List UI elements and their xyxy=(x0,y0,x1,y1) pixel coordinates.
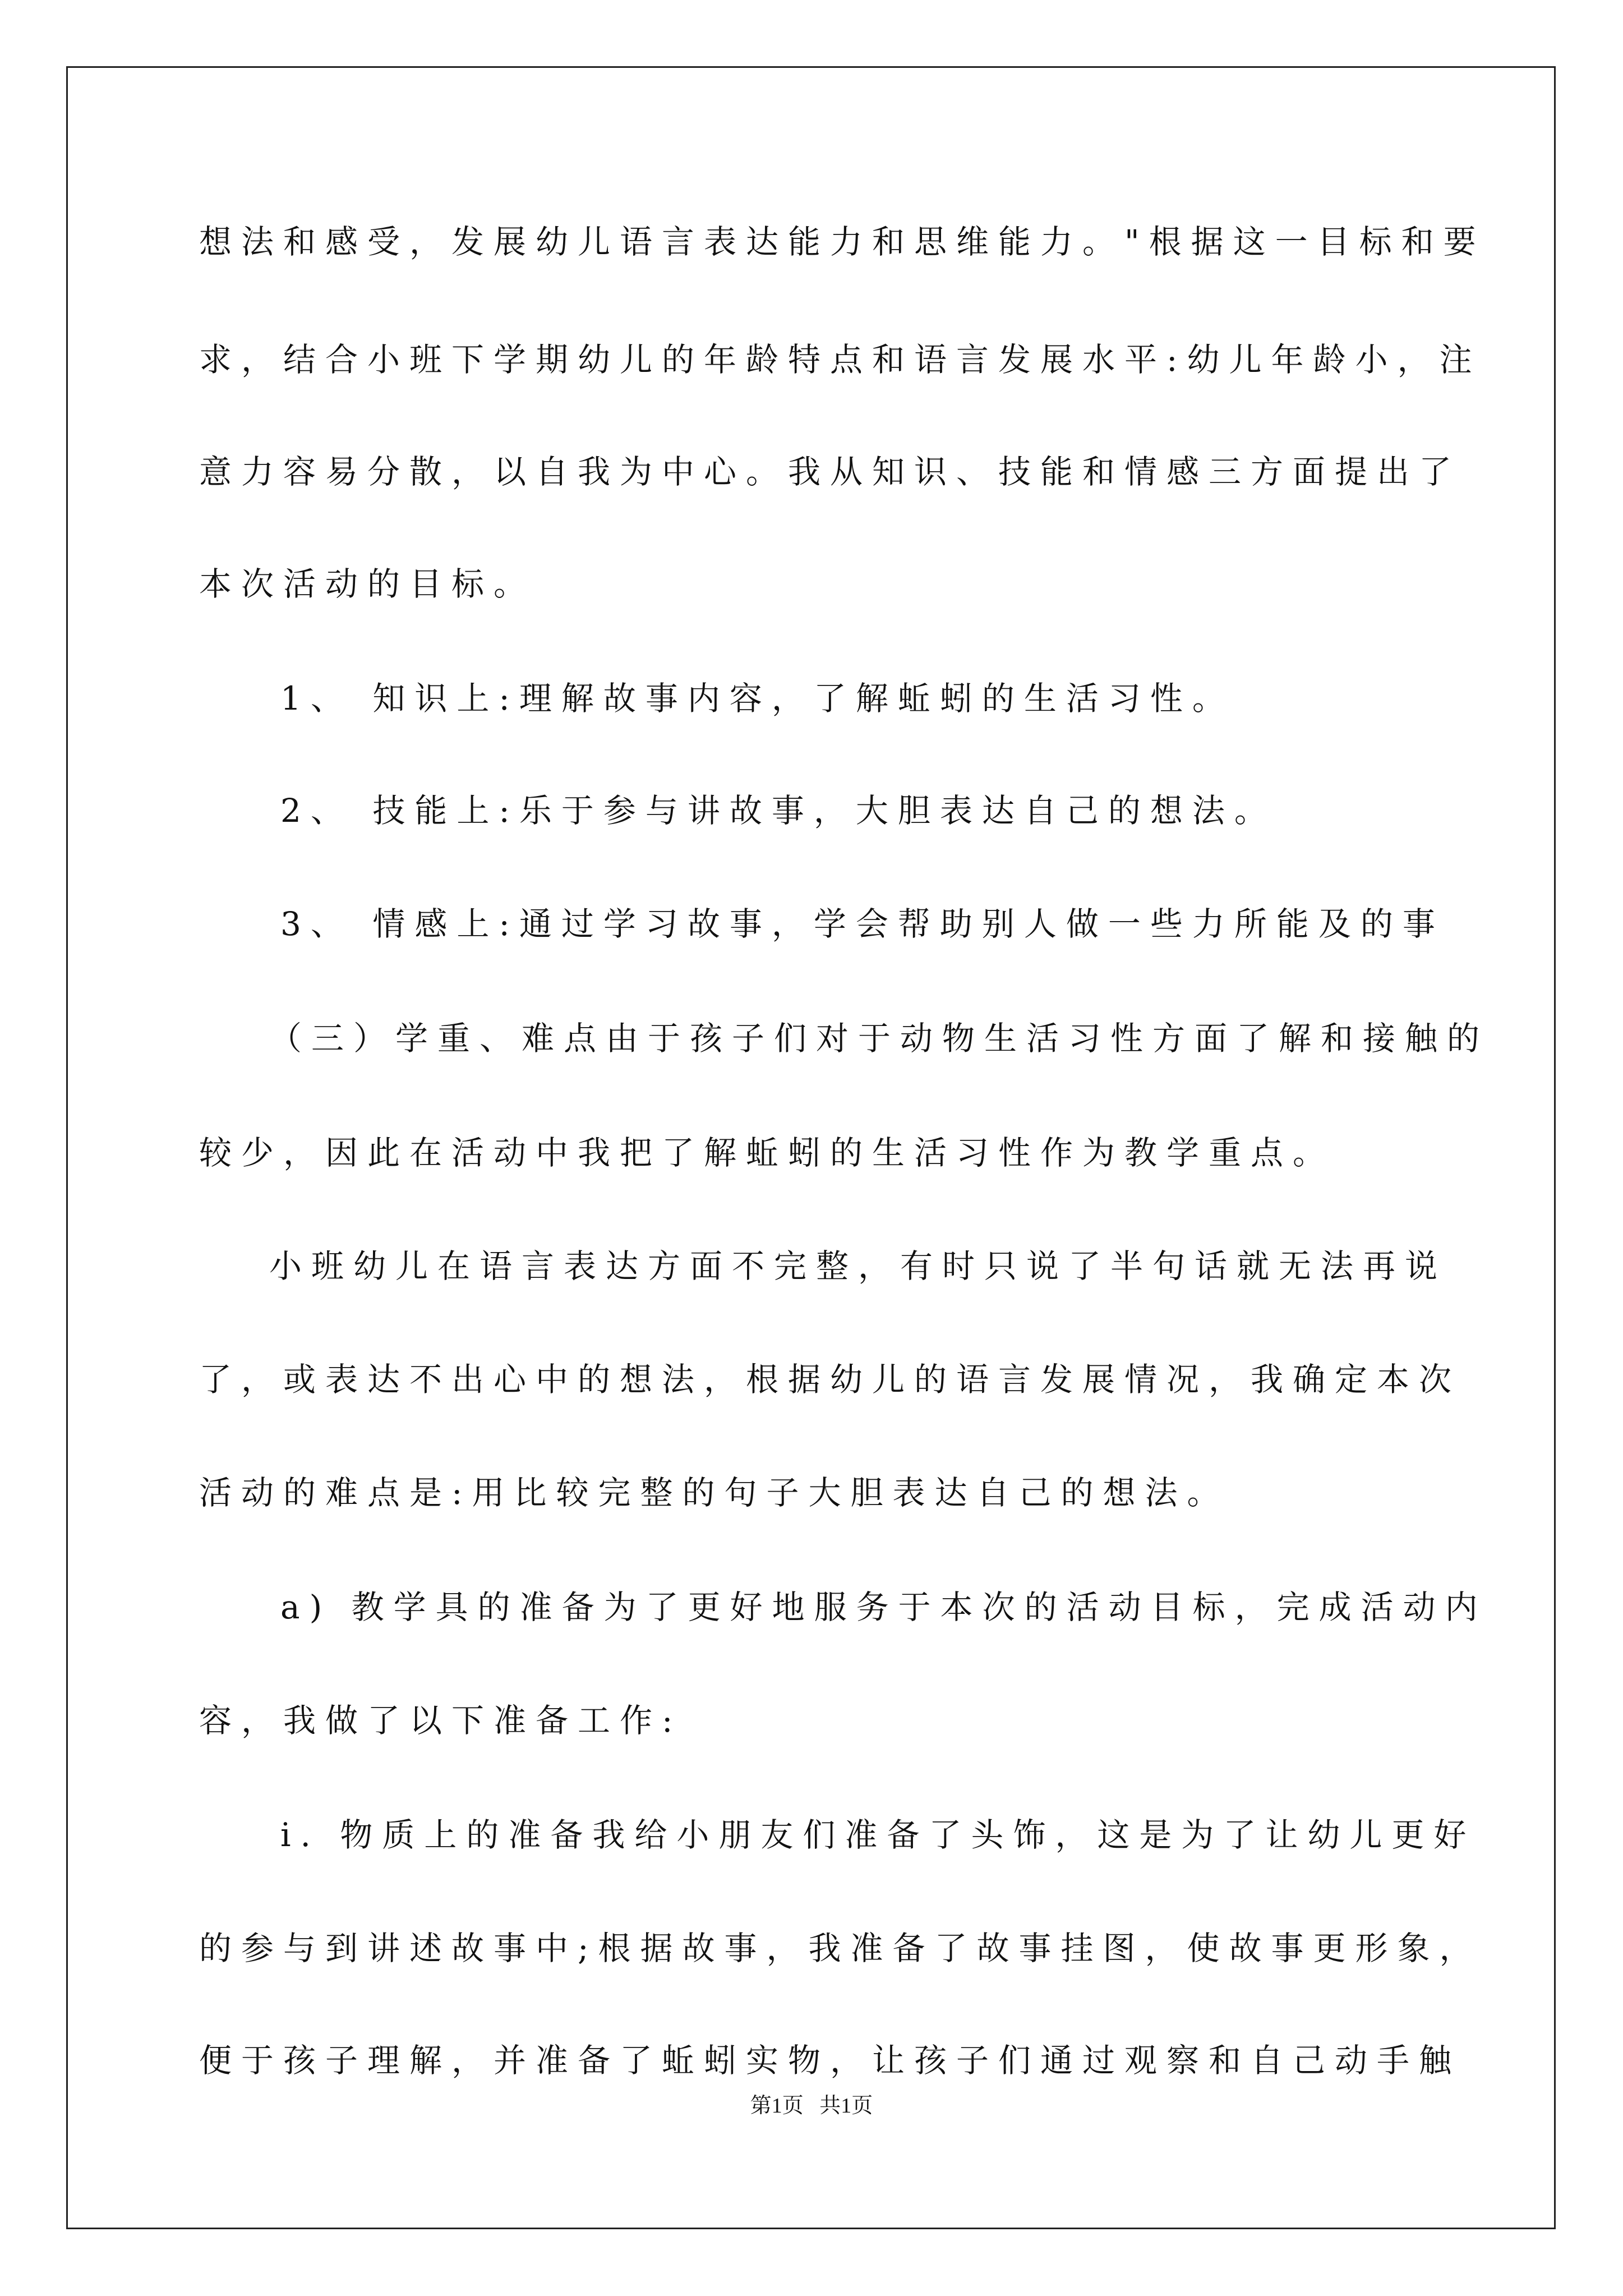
paragraph-line: 小班幼儿在语言表达方面不完整，有时只说了半句话就无法再说 xyxy=(269,1247,1447,1285)
paragraph-line: 容，我做了以下准备工作: xyxy=(199,1701,683,1740)
paragraph-line: 便于孩子理解，并准备了蚯蚓实物，让孩子们通过观察和自己动手触 xyxy=(199,2041,1461,2079)
paragraph-line: 求，结合小班下学期幼儿的年龄特点和语言发展水平:幼儿年龄小，注 xyxy=(199,341,1482,379)
list-item-skill: 2、 技能上:乐于参与讲故事，大胆表达自己的想法。 xyxy=(280,792,1276,830)
paragraph-line: i. 物质上的准备我给小朋友们准备了头饰，这是为了让幼儿更好 xyxy=(280,1816,1476,1854)
paragraph-line: 本次活动的目标。 xyxy=(199,565,536,603)
paragraph-line: 的参与到讲述故事中;根据故事，我准备了故事挂图，使故事更形象， xyxy=(199,1929,1482,1967)
paragraph-line: 较少，因此在活动中我把了解蚯蚓的生活习性作为教学重点。 xyxy=(199,1134,1335,1172)
paragraph-line: 了，或表达不出心中的想法，根据幼儿的语言发展情况，我确定本次 xyxy=(199,1360,1461,1398)
paragraph-line: a) 教学具的准备为了更好地服务于本次的活动目标，完成活动内 xyxy=(280,1588,1487,1626)
paragraph-line: 意力容易分散，以自我为中心。我从知识、技能和情感三方面提出了 xyxy=(199,453,1461,491)
paragraph-line: （三）学重、难点由于孩子们对于动物生活习性方面了解和接触的 xyxy=(269,1019,1490,1057)
list-item-emotion: 3、 情感上:通过学习故事，学会帮助别人做一些力所能及的事 xyxy=(280,905,1445,943)
paragraph-line: 想法和感受，发展幼儿语言表达能力和思维能力。"根据这一目标和要 xyxy=(199,223,1486,261)
list-item-knowledge: 1、 知识上:理解故事内容，了解蚯蚓的生活习性。 xyxy=(280,679,1234,717)
page-number-footer: 第1页 共1页 xyxy=(750,2094,873,2118)
paragraph-line: 活动的难点是:用比较完整的句子大胆表达自己的想法。 xyxy=(199,1474,1229,1512)
